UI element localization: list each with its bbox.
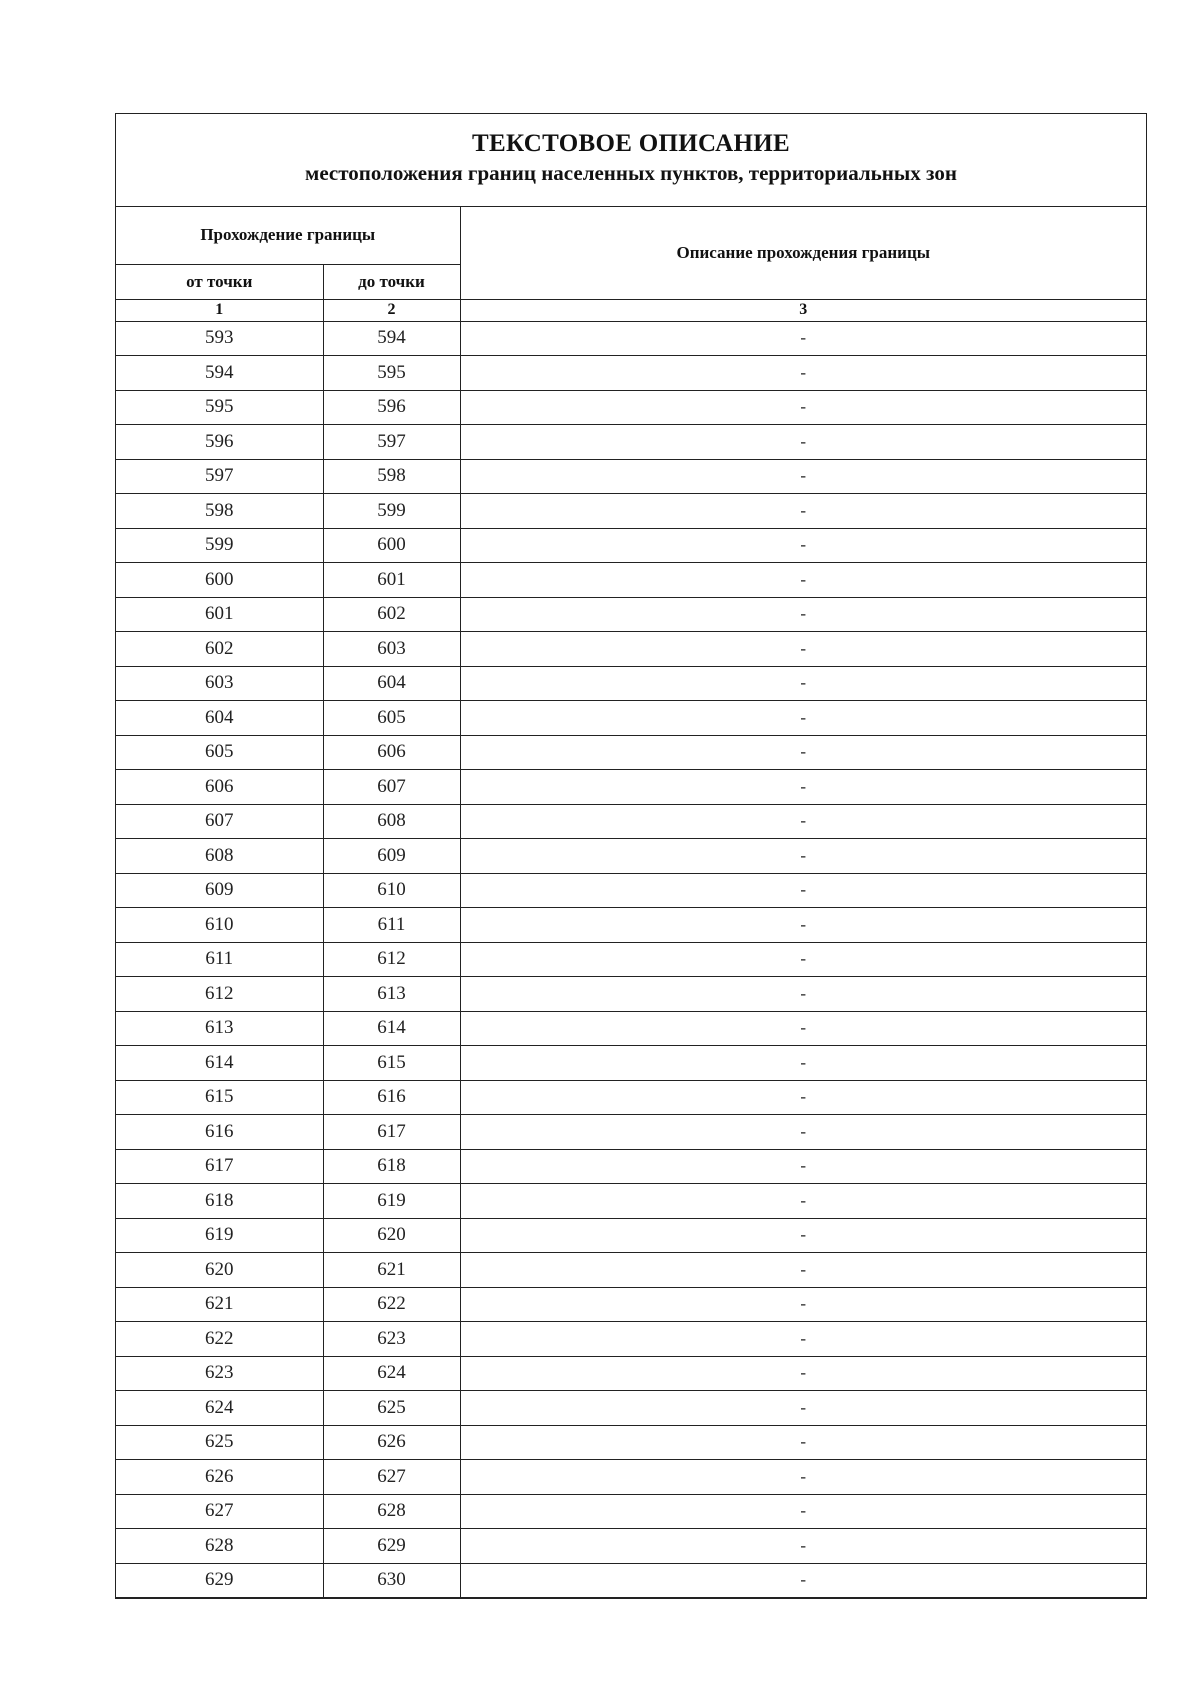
to-point-cell: 608 bbox=[323, 804, 460, 839]
table-row bbox=[116, 839, 1146, 874]
title-block bbox=[116, 114, 1146, 207]
to-point-cell: 624 bbox=[323, 1356, 460, 1391]
from-point-cell: 612 bbox=[116, 977, 323, 1012]
to-point-cell: 599 bbox=[323, 494, 460, 529]
to-point-cell: 627 bbox=[323, 1460, 460, 1495]
description-cell: - bbox=[460, 494, 1146, 529]
to-point-cell: 618 bbox=[323, 1149, 460, 1184]
description-cell: - bbox=[460, 735, 1146, 770]
description-cell: - bbox=[460, 1218, 1146, 1253]
description-cell: - bbox=[460, 770, 1146, 805]
from-point-cell: 619 bbox=[116, 1218, 323, 1253]
from-point-cell: 605 bbox=[116, 735, 323, 770]
table-row bbox=[116, 1253, 1146, 1288]
description-cell: - bbox=[460, 839, 1146, 874]
from-point-cell: 593 bbox=[116, 321, 323, 356]
from-point-cell: 624 bbox=[116, 1391, 323, 1426]
from-point-cell: 613 bbox=[116, 1011, 323, 1046]
description-cell: - bbox=[460, 1391, 1146, 1426]
description-cell: - bbox=[460, 1184, 1146, 1219]
from-point-cell: 626 bbox=[116, 1460, 323, 1495]
description-cell: - bbox=[460, 666, 1146, 701]
description-cell: - bbox=[460, 804, 1146, 839]
to-point-cell: 623 bbox=[323, 1322, 460, 1357]
to-point-cell: 600 bbox=[323, 528, 460, 563]
description-cell: - bbox=[460, 701, 1146, 736]
from-point-cell: 628 bbox=[116, 1529, 323, 1564]
to-point-cell: 619 bbox=[323, 1184, 460, 1219]
description-cell: - bbox=[460, 1494, 1146, 1529]
to-point-cell: 614 bbox=[323, 1011, 460, 1046]
table-row bbox=[116, 1494, 1146, 1529]
table-row bbox=[116, 1391, 1146, 1426]
description-cell: - bbox=[460, 1460, 1146, 1495]
from-point-cell: 623 bbox=[116, 1356, 323, 1391]
table-row bbox=[116, 701, 1146, 736]
to-point-header: до точки bbox=[323, 264, 460, 299]
description-cell: - bbox=[460, 1322, 1146, 1357]
to-point-cell: 628 bbox=[323, 1494, 460, 1529]
table-row bbox=[116, 1115, 1146, 1150]
to-point-cell: 606 bbox=[323, 735, 460, 770]
from-point-cell: 603 bbox=[116, 666, 323, 701]
from-point-cell: 599 bbox=[116, 528, 323, 563]
description-cell: - bbox=[460, 390, 1146, 425]
table-row bbox=[116, 804, 1146, 839]
group-header: Прохождение границы bbox=[116, 207, 460, 264]
description-cell: - bbox=[460, 1287, 1146, 1322]
to-point-cell: 594 bbox=[323, 321, 460, 356]
description-cell: - bbox=[460, 1425, 1146, 1460]
description-cell: - bbox=[460, 1080, 1146, 1115]
table-row bbox=[116, 1080, 1146, 1115]
to-point-cell: 613 bbox=[323, 977, 460, 1012]
table-row bbox=[116, 632, 1146, 667]
table-row bbox=[116, 390, 1146, 425]
description-cell: - bbox=[460, 1253, 1146, 1288]
from-point-cell: 621 bbox=[116, 1287, 323, 1322]
header-row-group bbox=[116, 207, 1146, 264]
from-point-cell: 608 bbox=[116, 839, 323, 874]
table-row bbox=[116, 666, 1146, 701]
table-row bbox=[116, 425, 1146, 460]
from-point-cell: 615 bbox=[116, 1080, 323, 1115]
to-point-cell: 598 bbox=[323, 459, 460, 494]
table-row bbox=[116, 1287, 1146, 1322]
column-number-row bbox=[116, 299, 1146, 321]
to-point-cell: 630 bbox=[323, 1563, 460, 1598]
to-point-cell: 595 bbox=[323, 356, 460, 391]
to-point-cell: 616 bbox=[323, 1080, 460, 1115]
from-point-cell: 622 bbox=[116, 1322, 323, 1357]
description-cell: - bbox=[460, 459, 1146, 494]
boundary-table bbox=[116, 207, 1146, 1598]
description-cell: - bbox=[460, 1149, 1146, 1184]
description-cell: - bbox=[460, 528, 1146, 563]
document-title: ТЕКСТОВОЕ ОПИСАНИЕ bbox=[472, 130, 790, 157]
to-point-cell: 602 bbox=[323, 597, 460, 632]
to-point-cell: 626 bbox=[323, 1425, 460, 1460]
from-point-cell: 629 bbox=[116, 1563, 323, 1598]
description-cell: - bbox=[460, 977, 1146, 1012]
from-point-cell: 602 bbox=[116, 632, 323, 667]
to-point-cell: 621 bbox=[323, 1253, 460, 1288]
to-point-cell: 597 bbox=[323, 425, 460, 460]
from-point-cell: 609 bbox=[116, 873, 323, 908]
document-sheet bbox=[115, 113, 1147, 1599]
to-point-cell: 603 bbox=[323, 632, 460, 667]
from-point-cell: 601 bbox=[116, 597, 323, 632]
column-number: 3 bbox=[460, 299, 1146, 321]
to-point-cell: 625 bbox=[323, 1391, 460, 1426]
description-cell: - bbox=[460, 321, 1146, 356]
table-row bbox=[116, 1149, 1146, 1184]
to-point-cell: 615 bbox=[323, 1046, 460, 1081]
table-row bbox=[116, 356, 1146, 391]
table-row bbox=[116, 942, 1146, 977]
to-point-cell: 629 bbox=[323, 1529, 460, 1564]
to-point-cell: 620 bbox=[323, 1218, 460, 1253]
from-point-cell: 597 bbox=[116, 459, 323, 494]
description-cell: - bbox=[460, 1563, 1146, 1598]
description-cell: - bbox=[460, 1356, 1146, 1391]
to-point-cell: 609 bbox=[323, 839, 460, 874]
table-row bbox=[116, 977, 1146, 1012]
description-cell: - bbox=[460, 597, 1146, 632]
from-point-cell: 604 bbox=[116, 701, 323, 736]
description-cell: - bbox=[460, 873, 1146, 908]
table-row bbox=[116, 1011, 1146, 1046]
from-point-cell: 611 bbox=[116, 942, 323, 977]
from-point-cell: 627 bbox=[116, 1494, 323, 1529]
description-cell: - bbox=[460, 425, 1146, 460]
to-point-cell: 617 bbox=[323, 1115, 460, 1150]
table-row bbox=[116, 908, 1146, 943]
table-row bbox=[116, 1460, 1146, 1495]
from-point-cell: 620 bbox=[116, 1253, 323, 1288]
description-cell: - bbox=[460, 1046, 1146, 1081]
from-point-cell: 594 bbox=[116, 356, 323, 391]
table-row bbox=[116, 1184, 1146, 1219]
to-point-cell: 601 bbox=[323, 563, 460, 598]
from-point-cell: 616 bbox=[116, 1115, 323, 1150]
table-row bbox=[116, 459, 1146, 494]
table-row bbox=[116, 1322, 1146, 1357]
from-point-cell: 596 bbox=[116, 425, 323, 460]
table-row bbox=[116, 1563, 1146, 1598]
from-point-cell: 614 bbox=[116, 1046, 323, 1081]
from-point-cell: 600 bbox=[116, 563, 323, 598]
to-point-cell: 607 bbox=[323, 770, 460, 805]
from-point-cell: 607 bbox=[116, 804, 323, 839]
table-row bbox=[116, 321, 1146, 356]
description-cell: - bbox=[460, 1115, 1146, 1150]
table-row bbox=[116, 1046, 1146, 1081]
table-row bbox=[116, 735, 1146, 770]
description-cell: - bbox=[460, 908, 1146, 943]
to-point-cell: 596 bbox=[323, 390, 460, 425]
table-row bbox=[116, 770, 1146, 805]
table-row bbox=[116, 1425, 1146, 1460]
from-point-cell: 598 bbox=[116, 494, 323, 529]
to-point-cell: 622 bbox=[323, 1287, 460, 1322]
description-cell: - bbox=[460, 942, 1146, 977]
description-cell: - bbox=[460, 632, 1146, 667]
from-point-cell: 618 bbox=[116, 1184, 323, 1219]
description-header: Описание прохождения границы bbox=[460, 207, 1146, 299]
from-point-cell: 610 bbox=[116, 908, 323, 943]
table-row bbox=[116, 873, 1146, 908]
to-point-cell: 610 bbox=[323, 873, 460, 908]
from-point-cell: 606 bbox=[116, 770, 323, 805]
from-point-cell: 617 bbox=[116, 1149, 323, 1184]
table-row bbox=[116, 1218, 1146, 1253]
description-cell: - bbox=[460, 356, 1146, 391]
to-point-cell: 612 bbox=[323, 942, 460, 977]
document-subtitle: местоположения границ населенных пунктов, территориальных зон bbox=[305, 161, 957, 185]
table-row bbox=[116, 494, 1146, 529]
column-number: 2 bbox=[323, 299, 460, 321]
description-cell: - bbox=[460, 563, 1146, 598]
table-row bbox=[116, 1356, 1146, 1391]
from-point-cell: 625 bbox=[116, 1425, 323, 1460]
table-row bbox=[116, 528, 1146, 563]
description-cell: - bbox=[460, 1011, 1146, 1046]
to-point-cell: 604 bbox=[323, 666, 460, 701]
to-point-cell: 605 bbox=[323, 701, 460, 736]
column-number: 1 bbox=[116, 299, 323, 321]
from-point-header: от точки bbox=[116, 264, 323, 299]
from-point-cell: 595 bbox=[116, 390, 323, 425]
table-row bbox=[116, 597, 1146, 632]
table-row bbox=[116, 563, 1146, 598]
table-row bbox=[116, 1529, 1146, 1564]
to-point-cell: 611 bbox=[323, 908, 460, 943]
description-cell: - bbox=[460, 1529, 1146, 1564]
